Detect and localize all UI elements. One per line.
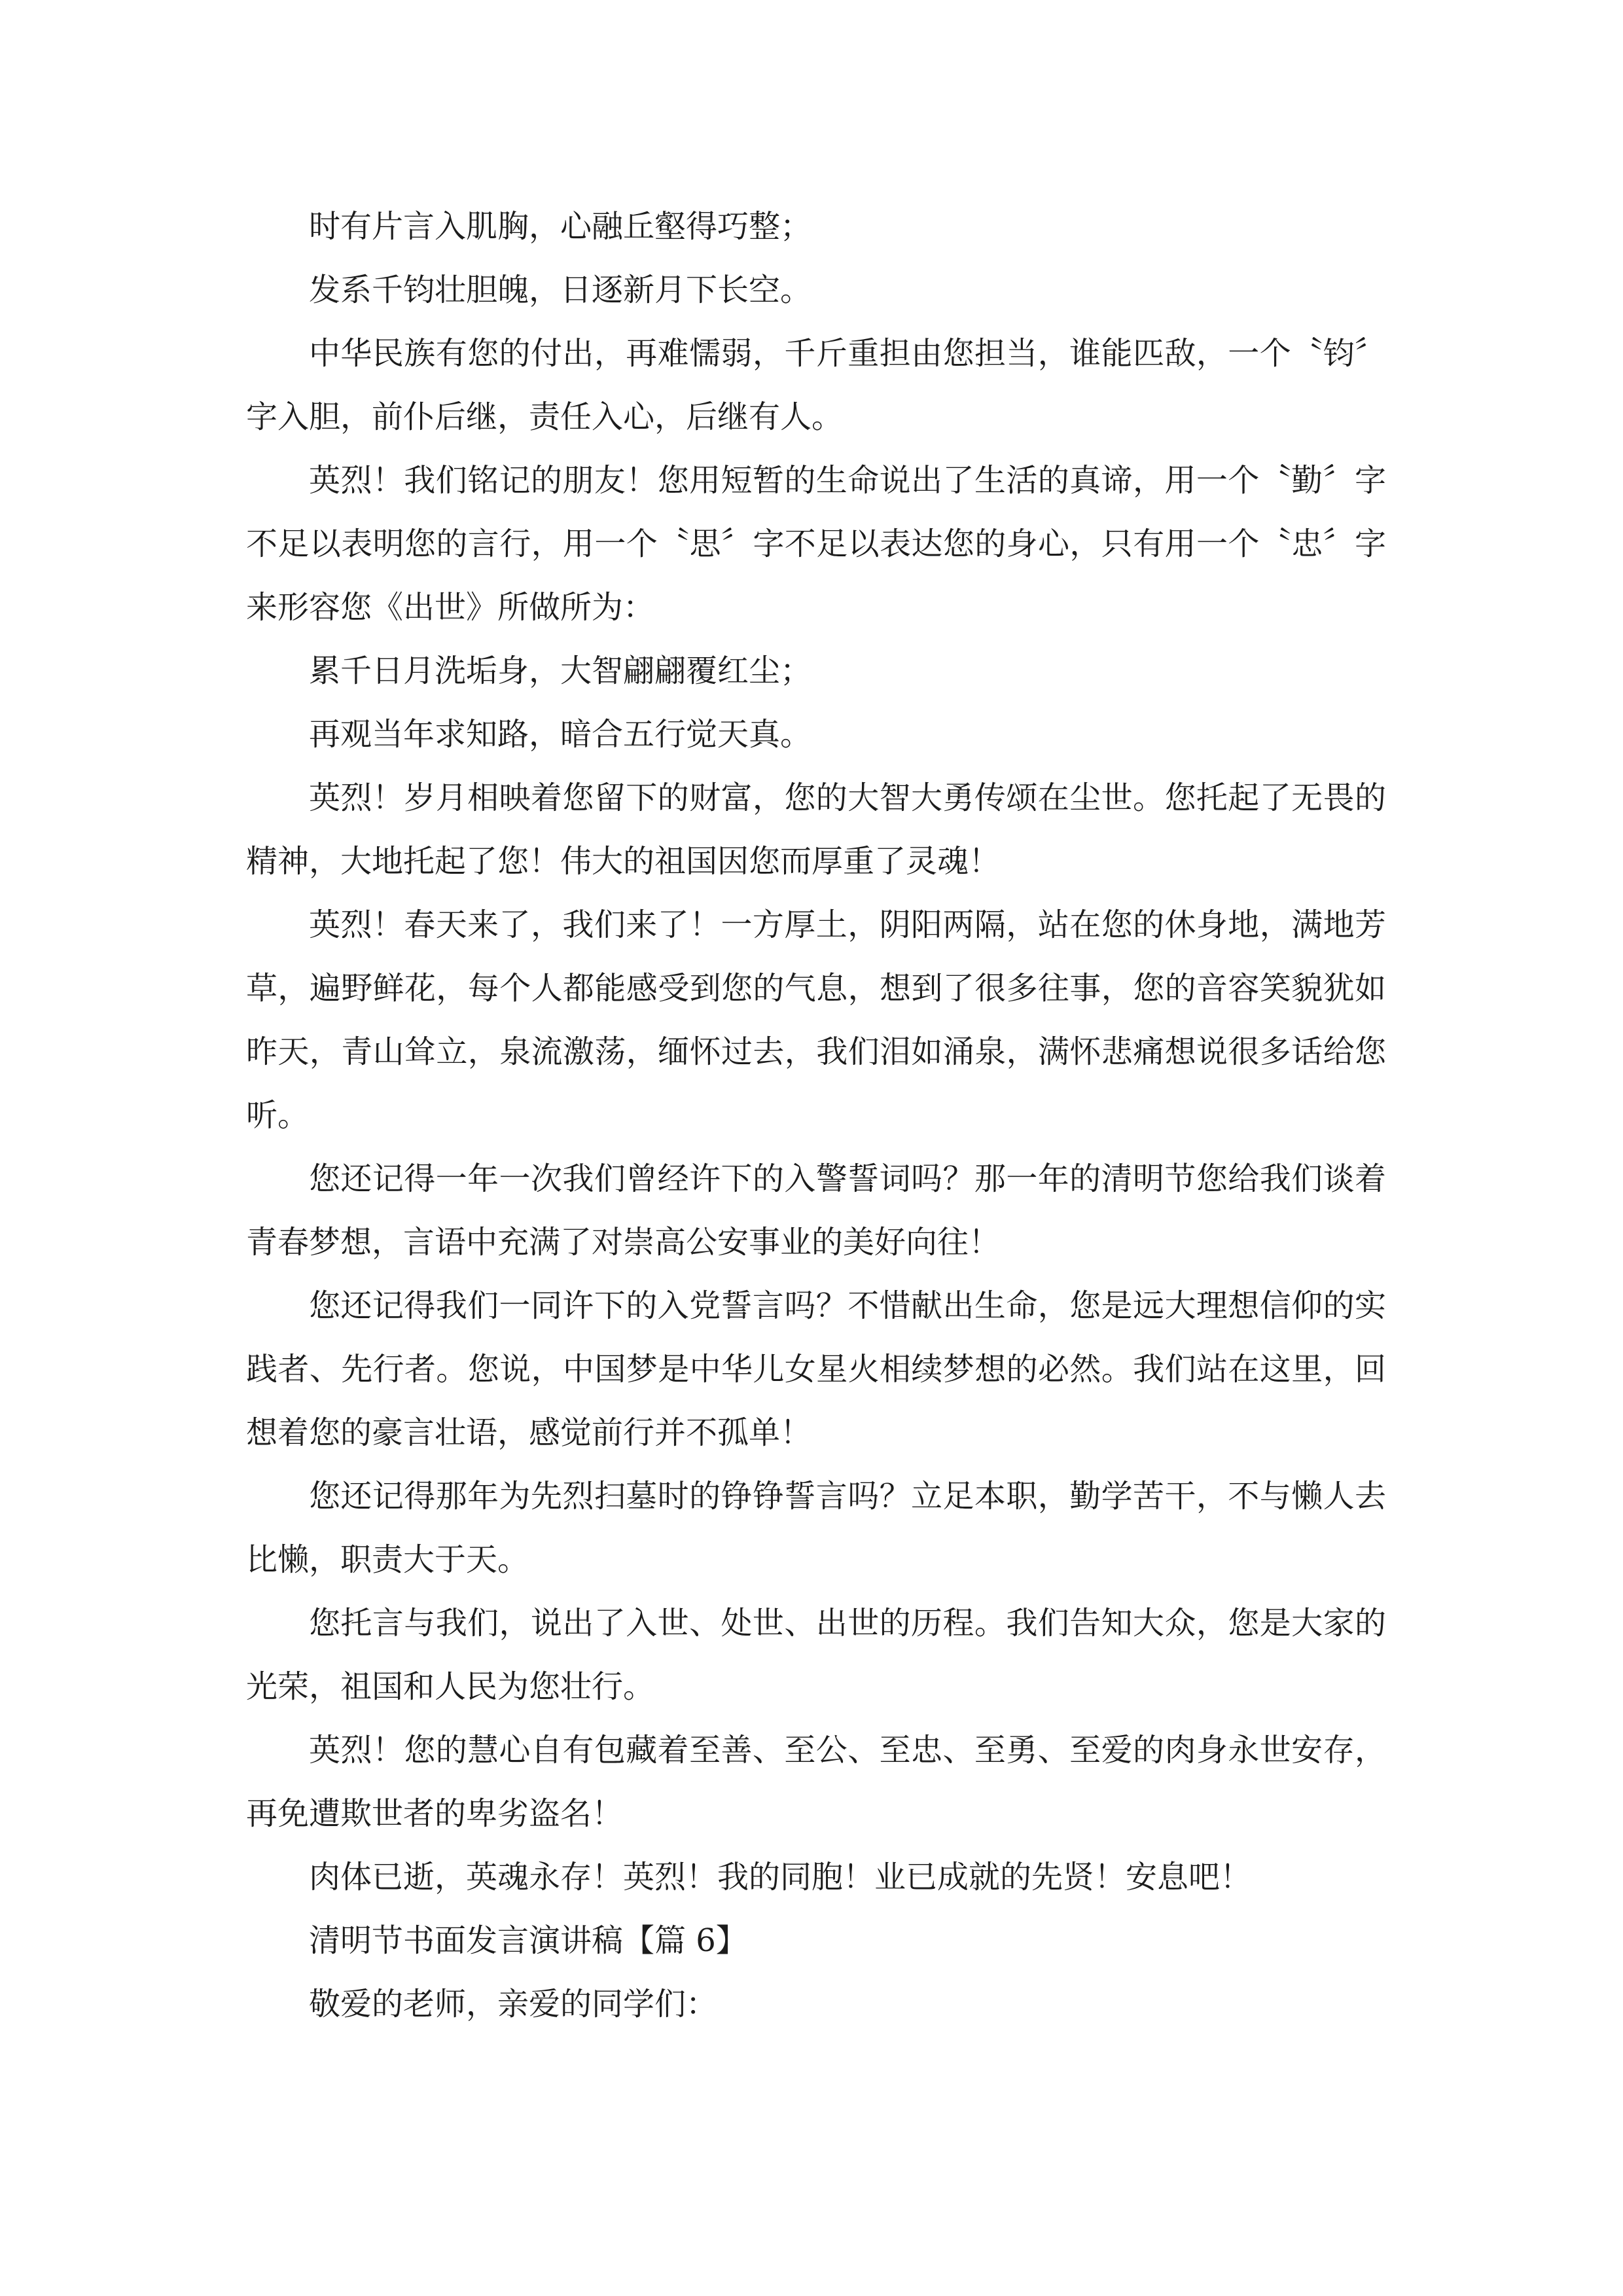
paragraph: 您还记得那年为先烈扫墓时的铮铮誓言吗？立足本职，勤学苦干，不与懒人去比懒，职责大于天。: [246, 1478, 1386, 1578]
paragraph: 中华民族有您的付出，再难懦弱，千斤重担由您担当，谁能匹敌，一个〝钧〞字入胆，前仆后继，责任入心，后继有人。: [246, 335, 1386, 435]
document-body: [246, 195, 1386, 2036]
paragraph: 您托言与我们，说出了入世、处世、出世的历程。我们告知大众，您是大家的光荣，祖国和人民为您壮行。: [246, 1605, 1386, 1705]
paragraph: 英烈！我们铭记的朋友！您用短暂的生命说出了生活的真谛，用一个〝勤〞字不足以表明您的言行，用一个〝思〞字不足以表达您的身心，只有用一个〝忠〞字来形容您《出世》所做所为：: [246, 462, 1386, 626]
paragraph: 肉体已逝，英魂永存！英烈！我的同胞！业已成就的先贤！安息吧！: [309, 1859, 1252, 1895]
verse-line: 累千日月洗垢身，大智翩翩覆红尘；: [309, 653, 812, 689]
section-heading: 清明节书面发言演讲稿【篇 6】: [309, 1922, 747, 1959]
verse-line: 再观当年求知路，暗合五行觉天真。: [309, 716, 812, 753]
salutation: 敬爱的老师，亲爱的同学们：: [309, 1986, 718, 2022]
paragraph: 英烈！您的慧心自有包藏着至善、至公、至忠、至勇、至爱的肉身永世安存，再免遭欺世者的卑劣盗名！: [246, 1732, 1386, 1832]
paragraph: 您还记得我们一同许下的入党誓言吗？不惜献出生命，您是远大理想信仰的实践者、先行者。您说，中国梦是中华儿女星火相续梦想的必然。我们站在这里，回想着您的豪言壮语，感觉前行并不孤单！: [246, 1287, 1386, 1451]
paragraph: 英烈！春天来了，我们来了！一方厚土，阴阳两隔，站在您的休身地，满地芳草，遍野鲜花，每个人都能感受到您的气息，想到了很多往事，您的音容笑貌犹如昨天，青山耸立，泉流激荡，缅怀过去，我们泪如涌泉，满怀悲痛想说很多话给您听。: [246, 906, 1386, 1134]
paragraph: 英烈！岁月相映着您留下的财富，您的大智大勇传颂在尘世。您托起了无畏的精神，大地托起了您！伟大的祖国因您而厚重了灵魂！: [246, 780, 1386, 880]
verse-line: 发系千钧壮胆魄，日逐新月下长空。: [309, 272, 812, 308]
verse-line: 时有片言入肌胸，心融丘壑得巧整；: [309, 208, 812, 245]
paragraph: 您还记得一年一次我们曾经许下的入警誓词吗？那一年的清明节您给我们谈着青春梦想，言语中充满了对崇高公安事业的美好向往！: [246, 1160, 1386, 1261]
